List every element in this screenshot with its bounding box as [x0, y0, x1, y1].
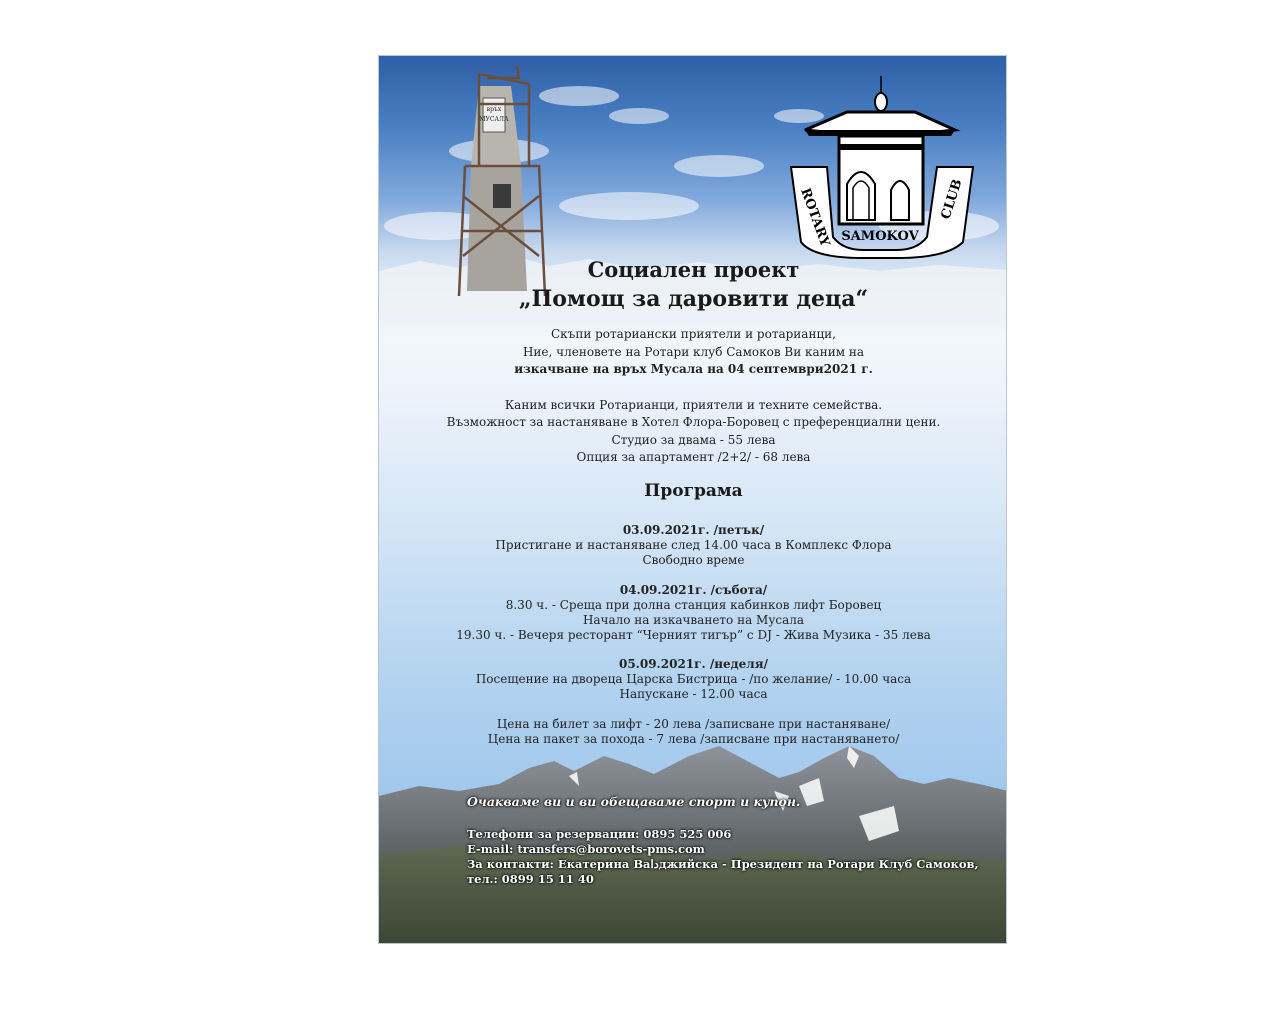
- day-2-date: 04.09.2021г. /събота/: [619, 583, 768, 597]
- footer-tel: тел.: 0899 15 11 40: [467, 872, 594, 886]
- rotary-samokov-club-logo: [787, 72, 987, 262]
- day-1-item-1: Пристигане и настаняване след 14.00 часа в Комплекс Флора: [495, 538, 892, 552]
- logo-text-rotary: ROTARY: [797, 186, 833, 249]
- footer-phones: Телефони за резервации: 0895 525 006: [467, 827, 732, 841]
- day-2-item-1: 8.30 ч. - Среща при долна станция кабинков лифт Боровец: [505, 598, 882, 612]
- program-title: Програма: [644, 481, 743, 501]
- day-3-item-2: Напускане - 12.00 часа: [619, 687, 768, 701]
- invite-line-3: Студио за двама - 55 лева: [611, 433, 776, 447]
- intro-line-2: Ние, членовете на Ротари клуб Самоков Ви каним на: [522, 345, 865, 359]
- intro-line-3: изкачване на връх Мусала на 04 септември2021 г.: [514, 362, 873, 376]
- invitation-poster: [378, 55, 1007, 944]
- invite-line-2: Възможност за настаняване в Хотел Флора-Боровец с преференциални цени.: [446, 415, 941, 429]
- footer-email[interactable]: E-mail: transfers@borovets-pms.com: [467, 842, 705, 856]
- intro-line-1: Скъпи ротариански приятели и ротарианци,: [551, 327, 836, 341]
- day-3-date: 05.09.2021г. /неделя/: [618, 657, 768, 671]
- day-1-date: 03.09.2021г. /петък/: [622, 523, 765, 537]
- price-line-2: Цена на пакет за похода - 7 лева /записване при настаняването/: [487, 732, 900, 746]
- day-1-item-2: Свободно време: [642, 553, 745, 567]
- invite-line-1: Каним всички Ротарианци, приятели и техните семейства.: [504, 398, 883, 412]
- day-2-item-2: Начало на изкачването на Мусала: [582, 613, 805, 627]
- title-line-2: „Помощ за даровити деца“: [518, 286, 869, 312]
- title-line-1: Социален проект: [587, 257, 800, 282]
- logo-text-samokov: SAMOKOV: [841, 229, 919, 244]
- tower-sign-line1: връх: [486, 106, 502, 113]
- invite-line-4: Опция за апартамент /2+2/ - 68 лева: [576, 450, 811, 464]
- footer-slogan: [467, 794, 800, 810]
- day-3-item-1: Посещение на двореца Царска Бистрица - /по желание/ - 10.00 часа: [475, 672, 912, 686]
- logo-text-club: CLUB: [938, 177, 966, 222]
- footer-slogan-text: Очакваме ви и ви обещаваме спорт и купон.: [467, 794, 801, 809]
- tower-sign-line2: МУСАЛА: [479, 116, 509, 123]
- price-line-1: Цена на билет за лифт - 20 лева /записване при настаняване/: [496, 717, 891, 731]
- day-2-item-3: 19.30 ч. - Вечеря ресторант “Черният тигър” с DJ - Жива Музика - 35 лева: [456, 628, 931, 642]
- footer-contacts: За контакти: Екатерина Ваداджийска - Президент на Ротари Клуб Самоков,: [467, 857, 979, 871]
